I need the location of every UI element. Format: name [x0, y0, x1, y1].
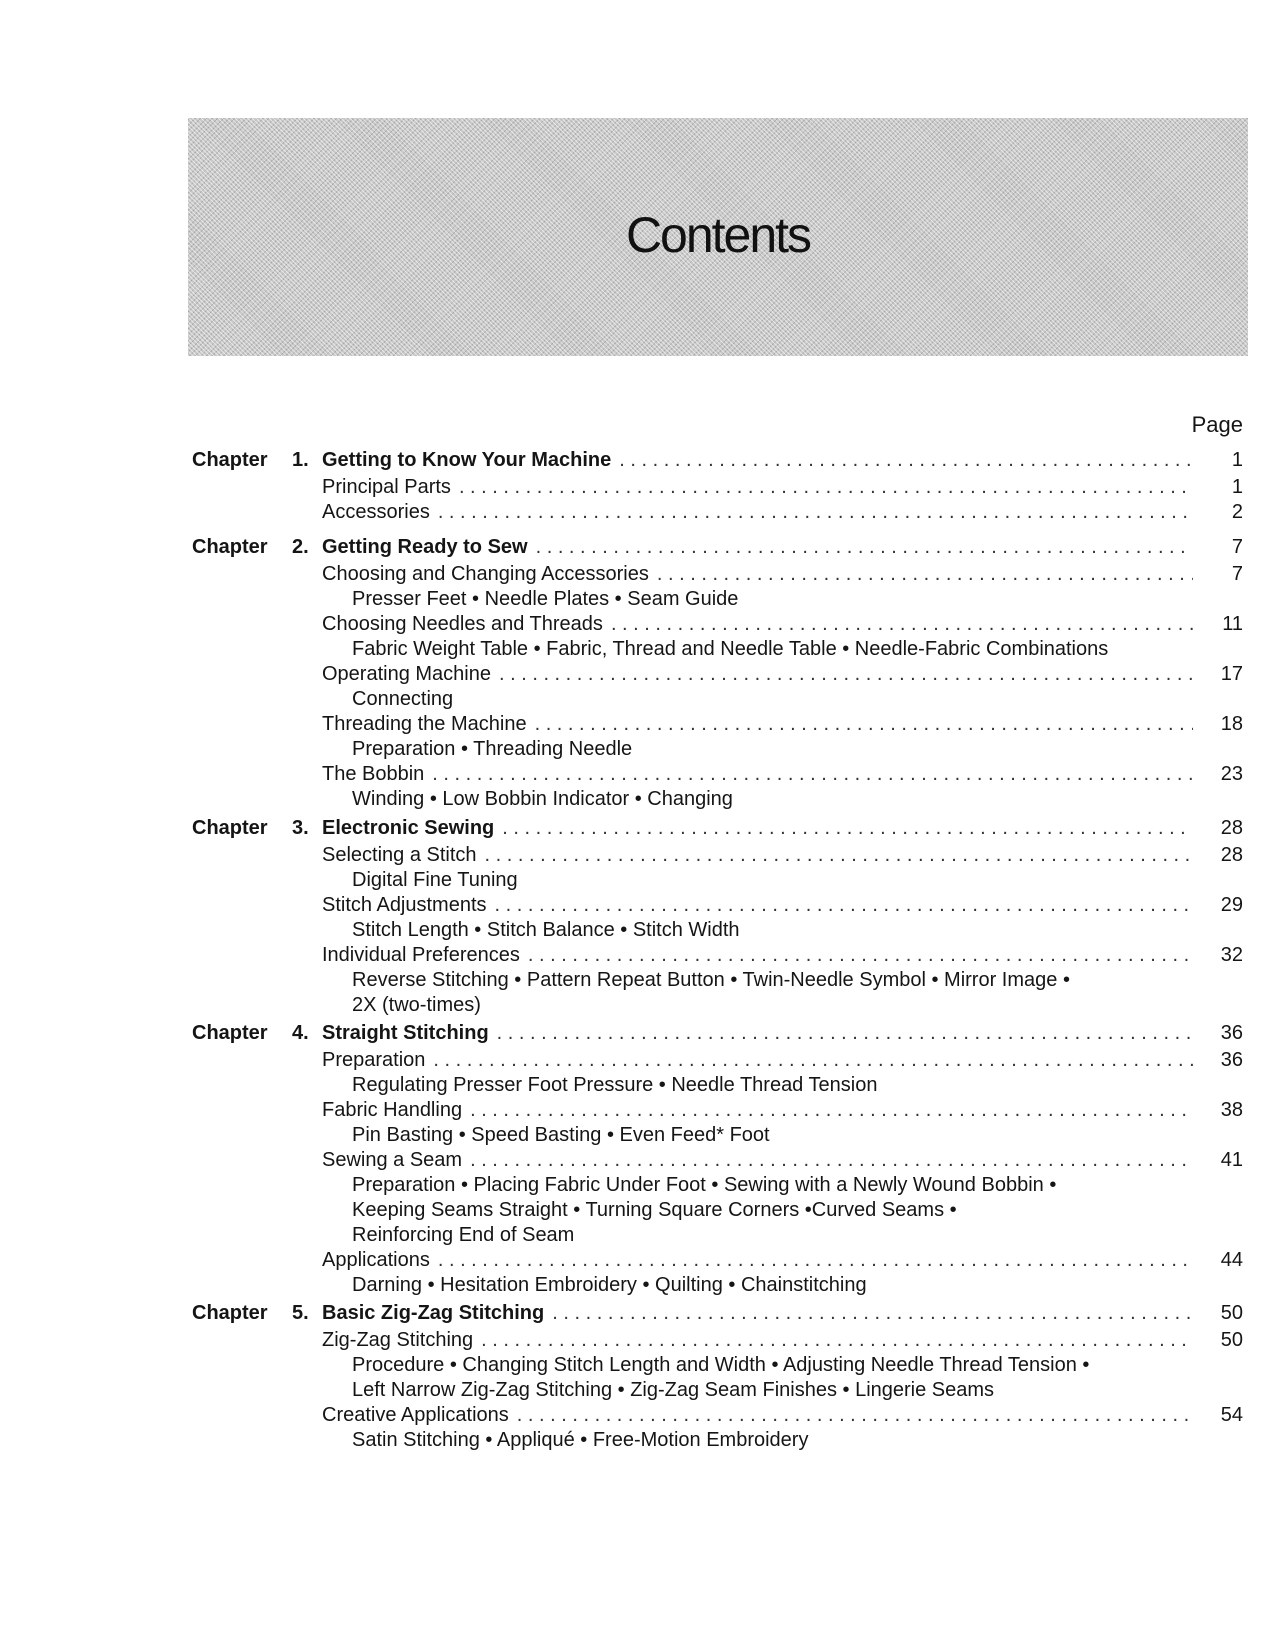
- dot-leader: [528, 942, 1193, 968]
- page-column-header: Page: [1191, 412, 1243, 437]
- section-entry-page: 28: [1220, 844, 1243, 866]
- section-entry-title: Stitch Adjustments: [322, 894, 487, 916]
- section-entry: [322, 1327, 1243, 1353]
- subtopic-line: Winding • Low Bobbin Indicator • Changing: [352, 788, 733, 810]
- chapter-entry-page: 28: [1220, 817, 1243, 839]
- chapter-label: Chapter: [192, 536, 268, 558]
- section-entry-title: Individual Preferences: [322, 944, 520, 966]
- section-entry-title: Preparation: [322, 1049, 426, 1071]
- dot-leader: [499, 661, 1193, 687]
- chapter-number: 4.: [292, 1022, 309, 1044]
- section-entry: [322, 661, 1243, 687]
- section-entry-page: 2: [1231, 501, 1243, 523]
- section-entry: [322, 942, 1243, 968]
- section-entry-page: 7: [1231, 563, 1243, 585]
- section-entry-title: Choosing and Changing Accessories: [322, 563, 649, 585]
- subtopic-line: Pin Basting • Speed Basting • Even Feed* Foot: [352, 1124, 770, 1146]
- chapter-entry-page: 50: [1220, 1302, 1243, 1324]
- dot-leader: [535, 711, 1193, 737]
- dot-leader: [497, 1020, 1193, 1046]
- dot-leader: [470, 1097, 1193, 1123]
- section-entry: [322, 1247, 1243, 1273]
- chapter-entry-title: Electronic Sewing: [322, 817, 495, 839]
- chapter-entry-page: 7: [1231, 536, 1243, 558]
- chapter-entry: [322, 447, 1243, 473]
- section-entry-page: 17: [1220, 663, 1243, 685]
- chapter-entry-page: 1: [1231, 449, 1243, 471]
- section-entry: [322, 1097, 1243, 1123]
- section-entry: [322, 474, 1243, 500]
- chapter-number: 2.: [292, 536, 309, 558]
- dot-leader: [470, 1147, 1193, 1173]
- dot-leader: [485, 842, 1193, 868]
- subtopic-line: Presser Feet • Needle Plates • Seam Guide: [352, 588, 739, 610]
- subtopic-line: Regulating Presser Foot Pressure • Needle Thread Tension: [352, 1074, 878, 1096]
- section-entry-title: Fabric Handling: [322, 1099, 463, 1121]
- contents-banner: [188, 118, 1248, 356]
- chapter-entry-title: Straight Stitching: [322, 1022, 489, 1044]
- section-entry-title: The Bobbin: [322, 763, 425, 785]
- subtopic-line: Reverse Stitching • Pattern Repeat Button • Twin-Needle Symbol • Mirror Image •: [352, 969, 1070, 991]
- section-entry-page: 32: [1220, 944, 1243, 966]
- section-entry-title: Selecting a Stitch: [322, 844, 477, 866]
- subtopic-line: Procedure • Changing Stitch Length and Width • Adjusting Needle Thread Tension •: [352, 1354, 1090, 1376]
- dot-leader: [438, 1247, 1193, 1273]
- section-entry-page: 23: [1220, 763, 1243, 785]
- chapter-entry: [322, 534, 1243, 560]
- chapter-entry-title: Basic Zig-Zag Stitching: [322, 1302, 545, 1324]
- subtopic-line: Fabric Weight Table • Fabric, Thread and Needle Table • Needle-Fabric Combinations: [352, 638, 1109, 660]
- section-entry-page: 38: [1220, 1099, 1243, 1121]
- subtopic-line: Digital Fine Tuning: [352, 869, 518, 891]
- chapter-entry-title: Getting to Know Your Machine: [322, 449, 612, 471]
- dot-leader: [433, 1047, 1193, 1073]
- chapter-entry: [322, 1020, 1243, 1046]
- section-entry-title: Creative Applications: [322, 1404, 509, 1426]
- chapter-label: Chapter: [192, 449, 268, 471]
- section-entry-title: Sewing a Seam: [322, 1149, 463, 1171]
- section-entry-page: 50: [1220, 1329, 1243, 1351]
- dot-leader: [481, 1327, 1193, 1353]
- section-entry: [322, 611, 1243, 637]
- subtopic-line: Keeping Seams Straight • Turning Square Corners •Curved Seams •: [352, 1199, 957, 1221]
- section-entry-title: Accessories: [322, 501, 430, 523]
- section-entry: [322, 1147, 1243, 1173]
- chapter-entry: [322, 1300, 1243, 1326]
- dot-leader: [517, 1402, 1193, 1428]
- section-entry: [322, 761, 1243, 787]
- chapter-number: 1.: [292, 449, 309, 471]
- section-entry: [322, 1402, 1243, 1428]
- section-entry: [322, 711, 1243, 737]
- subtopic-line: Connecting: [352, 688, 454, 710]
- chapter-label: Chapter: [192, 817, 268, 839]
- dot-leader: [552, 1300, 1193, 1326]
- section-entry-title: Choosing Needles and Threads: [322, 613, 603, 635]
- dot-leader: [495, 892, 1193, 918]
- subtopic-line: Preparation • Placing Fabric Under Foot • Sewing with a Newly Wound Bobbin •: [352, 1174, 1057, 1196]
- section-entry: [322, 1047, 1243, 1073]
- dot-leader: [611, 611, 1193, 637]
- section-entry-page: 1: [1231, 476, 1243, 498]
- chapter-entry-page: 36: [1220, 1022, 1243, 1044]
- page-title: Contents: [625, 207, 811, 263]
- subtopic-line: 2X (two-times): [352, 994, 481, 1016]
- section-entry-title: Applications: [322, 1249, 430, 1271]
- chapter-label: Chapter: [192, 1302, 268, 1324]
- dot-leader: [432, 761, 1193, 787]
- chapter-number: 3.: [292, 817, 309, 839]
- dot-leader: [502, 815, 1193, 841]
- section-entry-page: 29: [1220, 894, 1243, 916]
- dot-leader: [657, 561, 1193, 587]
- dot-leader: [619, 447, 1193, 473]
- section-entry-title: Threading the Machine: [322, 713, 527, 735]
- dot-leader: [459, 474, 1193, 500]
- subtopic-line: Stitch Length • Stitch Balance • Stitch Width: [352, 919, 740, 941]
- chapter-label: Chapter: [192, 1022, 268, 1044]
- section-entry: [322, 892, 1243, 918]
- section-entry-page: 54: [1220, 1404, 1243, 1426]
- chapter-number: 5.: [292, 1302, 309, 1324]
- dot-leader: [536, 534, 1193, 560]
- dot-leader: [438, 499, 1193, 525]
- subtopic-line: Satin Stitching • Appliqué • Free-Motion Embroidery: [352, 1429, 809, 1451]
- section-entry-page: 18: [1220, 713, 1243, 735]
- section-entry-title: Principal Parts: [322, 476, 451, 498]
- section-entry-page: 44: [1220, 1249, 1243, 1271]
- subtopic-line: Preparation • Threading Needle: [352, 738, 633, 760]
- section-entry: [322, 499, 1243, 525]
- subtopic-line: Darning • Hesitation Embroidery • Quilting • Chainstitching: [352, 1274, 867, 1296]
- section-entry-page: 41: [1220, 1149, 1243, 1171]
- section-entry: [322, 842, 1243, 868]
- section-entry-title: Operating Machine: [322, 663, 491, 685]
- section-entry-title: Zig-Zag Stitching: [322, 1329, 474, 1351]
- chapter-entry-title: Getting Ready to Sew: [322, 536, 528, 558]
- section-entry-page: 11: [1222, 613, 1243, 635]
- chapter-entry: [322, 815, 1243, 841]
- section-entry: [322, 561, 1243, 587]
- section-entry-page: 36: [1220, 1049, 1243, 1071]
- subtopic-line: Left Narrow Zig-Zag Stitching • Zig-Zag Seam Finishes • Lingerie Seams: [352, 1379, 995, 1401]
- subtopic-line: Reinforcing End of Seam: [352, 1224, 575, 1246]
